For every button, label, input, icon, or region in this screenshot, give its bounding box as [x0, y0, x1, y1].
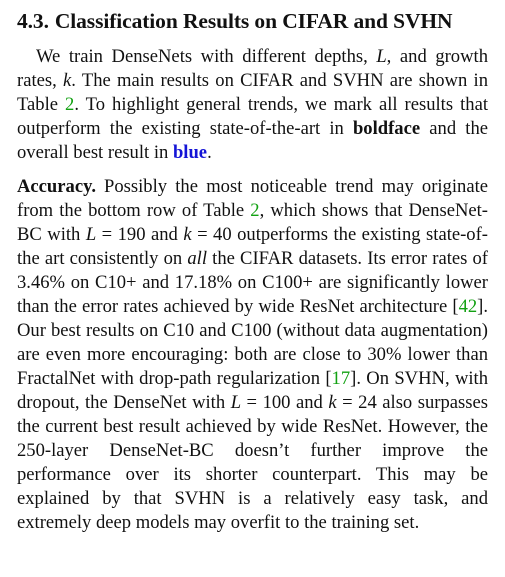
- text-run: and the overall best result in: [17, 118, 488, 163]
- text-run: We train DenseNets with different depths,: [36, 46, 377, 67]
- text-run: = 100 and: [241, 392, 329, 413]
- emphasis-all: all: [187, 248, 208, 269]
- table-ref-link[interactable]: 2: [250, 200, 260, 221]
- text-run: ]. On SVHN, with dropout, the DenseNet with: [17, 368, 488, 413]
- boldface-word: boldface: [352, 118, 421, 139]
- table-ref-link[interactable]: 2: [65, 94, 75, 115]
- text-run: the CIFAR datasets. Its error rates of 3.46% on C10+ and 17.18% on C100+ are significantly lower than the error rates achieved by wide ResNet architecture [: [17, 248, 488, 317]
- blue-word: blue: [172, 142, 208, 163]
- text-run: ]. Our best results on C10 and C100 (without data augmentation) are even more encouraging: both are close to 30% lower than FractalNet with drop-path regularization [: [17, 296, 488, 389]
- section-heading: [17, 8, 488, 34]
- text-run: , which shows that DenseNet-BC with: [17, 200, 488, 245]
- math-k: k: [183, 224, 192, 245]
- section-number: 4.3.: [17, 9, 49, 33]
- math-L: L: [85, 224, 97, 245]
- paragraph-intro: [17, 45, 488, 165]
- paragraph-accuracy: [17, 175, 488, 535]
- citation-link-42[interactable]: 42: [458, 296, 478, 317]
- text-run: = 40 outperforms the existing state-of-the art consistently on: [17, 224, 488, 269]
- section-title: Classification Results on CIFAR and SVHN: [54, 9, 453, 33]
- citation-link-17[interactable]: 17: [331, 368, 351, 389]
- text-run: Possibly the most noticeable trend may originate from the bottom row of Table: [17, 176, 488, 221]
- text-run: .: [207, 142, 212, 163]
- text-run: . The main results on CIFAR and SVHN are shown in Table: [17, 70, 488, 115]
- text-run: = 24 also surpasses the current best result achieved by wide ResNet. However, the 250-layer DenseNet-BC doesn’t further improve the performance over its shorter counterpart. This may be explained by that SVHN is a relatively easy task, and extremely deep models may overfit to the training set.: [17, 392, 488, 533]
- text-run: , and growth rates,: [17, 46, 488, 91]
- math-L: L: [230, 392, 242, 413]
- run-in-heading: Accuracy.: [17, 176, 96, 197]
- math-L: L: [376, 46, 387, 67]
- math-k: k: [63, 70, 72, 91]
- text-run: . To highlight general trends, we mark all results that outperform the existing state-of-the-art in: [17, 94, 488, 139]
- math-k: k: [328, 392, 337, 413]
- text-run: = 190 and: [96, 224, 184, 245]
